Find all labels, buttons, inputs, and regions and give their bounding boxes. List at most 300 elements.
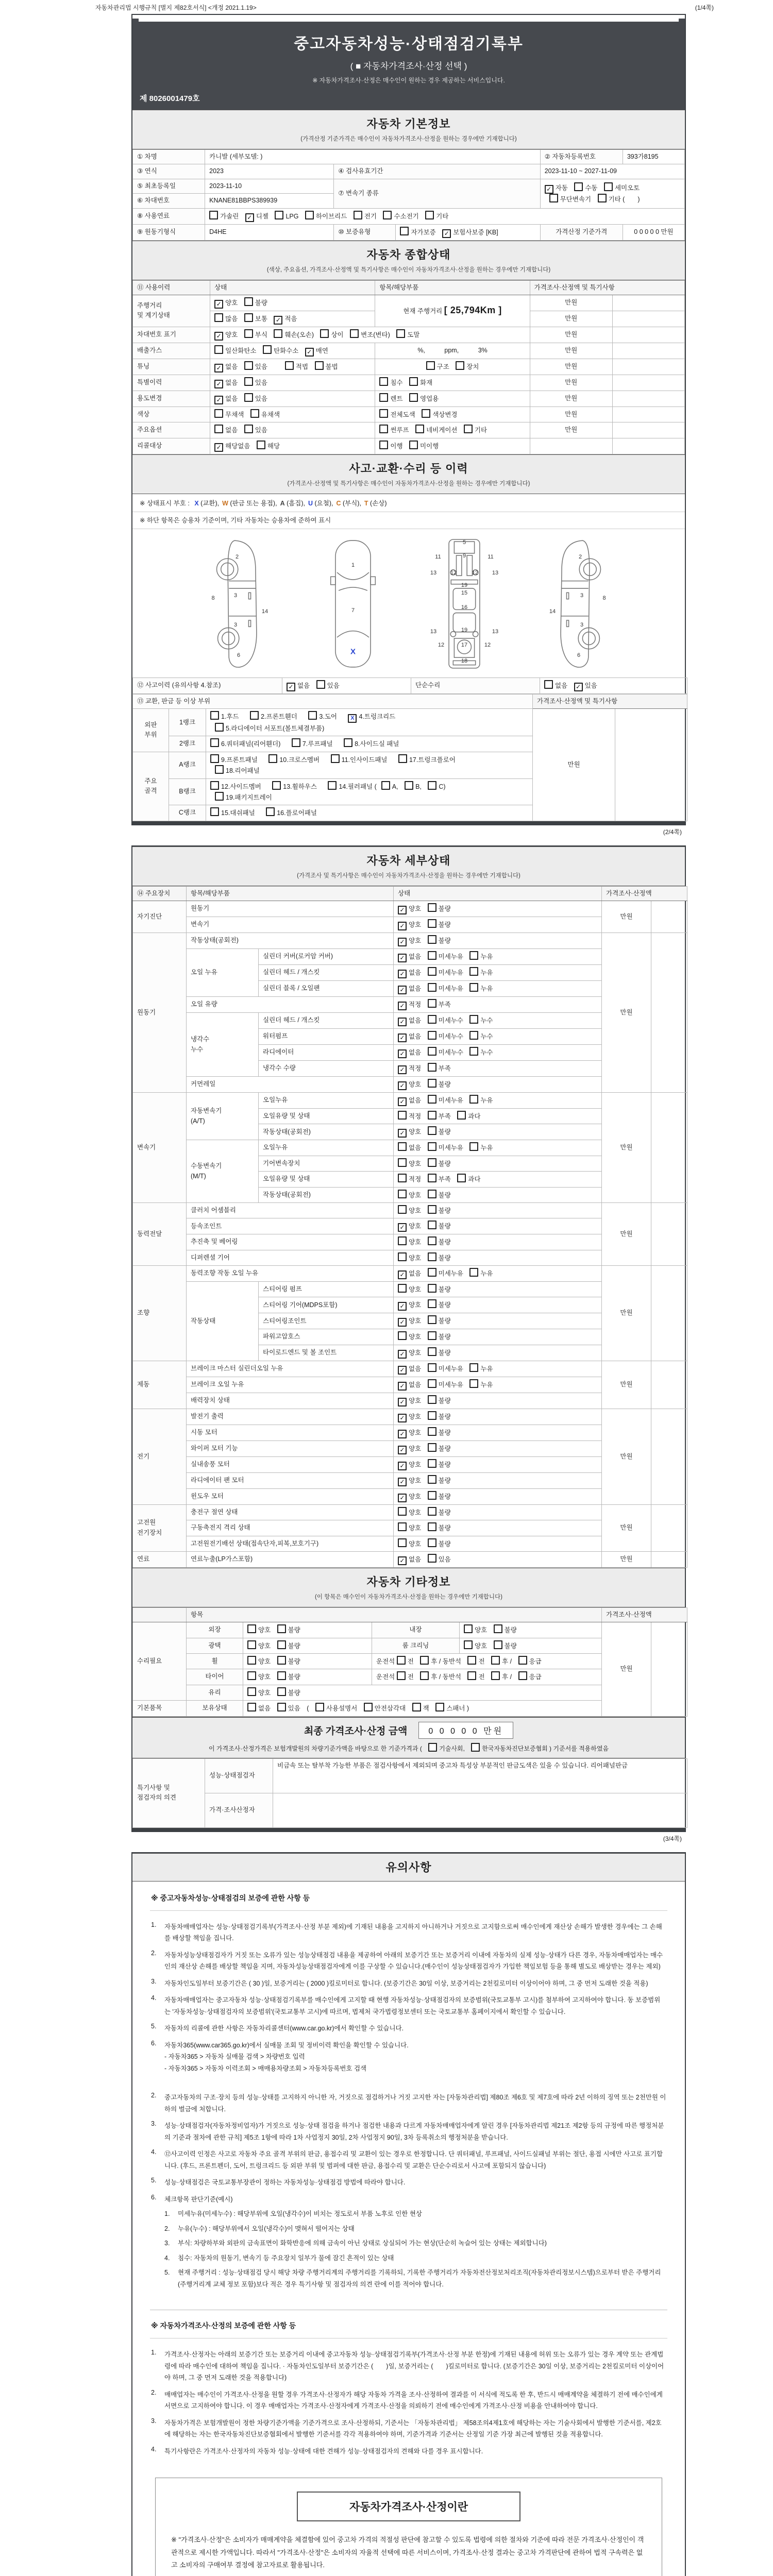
- detail-state-table: [132, 886, 687, 1568]
- checkbox-unchecked[interactable]: [381, 781, 390, 790]
- checkbox-unchecked[interactable]: [266, 807, 275, 816]
- checkbox-unchecked[interactable]: [428, 1221, 436, 1229]
- checkbox-checked[interactable]: ✓: [398, 938, 407, 946]
- table-cell: 양호 불량: [460, 1622, 602, 1638]
- checkbox-unchecked[interactable]: [398, 1538, 407, 1547]
- checkbox-unchecked[interactable]: [428, 1063, 436, 1072]
- checkbox-unchecked[interactable]: [428, 1475, 436, 1484]
- caution-item: [151, 2148, 666, 2172]
- table-cell: 커먼레일: [187, 1077, 394, 1093]
- checkbox-unchecked[interactable]: [250, 711, 259, 720]
- table-cell: ✓ 없음 미세누유 누유: [394, 1093, 602, 1109]
- item-number: 1.: [164, 2210, 170, 2217]
- checkbox-unchecked[interactable]: [274, 329, 282, 338]
- table-cell: 만원: [602, 1622, 651, 1716]
- row-label: 보유상태: [187, 1701, 243, 1716]
- table-cell: 브레이크 오일 누유: [187, 1377, 394, 1393]
- checkbox-unchecked[interactable]: [209, 211, 218, 219]
- checkbox-checked[interactable]: ✓: [398, 1302, 407, 1311]
- table-cell: 2023: [205, 164, 334, 179]
- checkbox-unchecked[interactable]: [464, 1624, 473, 1633]
- checkbox-unchecked[interactable]: [415, 425, 424, 433]
- table-cell: ✓ 적정 부족: [394, 1061, 602, 1077]
- table-cell: 만원: [530, 359, 612, 375]
- checkbox-unchecked[interactable]: [471, 1743, 480, 1752]
- checkbox-unchecked[interactable]: [409, 440, 418, 449]
- checkbox-unchecked[interactable]: [574, 182, 583, 191]
- checkbox-unchecked[interactable]: [428, 1443, 436, 1452]
- table-cell: 비금속 또는 탈부착 가능한 부품은 점검사항에서 제외되며 중고차 특성상 부분적인 판금도색은 있을 수 있습니다. 리어패널판금: [273, 1758, 687, 1793]
- checkbox-unchecked[interactable]: [428, 1538, 436, 1547]
- checkbox-checked[interactable]: ✓: [398, 1478, 407, 1486]
- checkbox-unchecked[interactable]: [263, 345, 272, 354]
- row-label: A랭크: [169, 752, 206, 778]
- checkbox-unchecked[interactable]: [247, 1671, 256, 1680]
- diagram-part-number: 3: [580, 621, 584, 628]
- table-cell: 만원: [530, 375, 612, 391]
- checkbox-unchecked[interactable]: [467, 1656, 476, 1665]
- checkbox-unchecked[interactable]: [428, 1459, 436, 1468]
- checkbox-x-marked[interactable]: X: [348, 714, 357, 723]
- checkbox-unchecked[interactable]: [428, 1015, 436, 1024]
- checkbox-unchecked[interactable]: [428, 1427, 436, 1436]
- checkbox-unchecked[interactable]: [214, 345, 223, 354]
- checkbox-checked[interactable]: ✓: [398, 1033, 407, 1042]
- checkbox-unchecked[interactable]: [426, 361, 435, 370]
- checkbox-checked[interactable]: ✓: [398, 922, 407, 930]
- checkbox-checked[interactable]: ✓: [398, 1065, 407, 1074]
- table-cell: 없음 있음: [210, 422, 375, 438]
- checkbox-unchecked[interactable]: [350, 329, 359, 338]
- checkbox-unchecked[interactable]: [422, 409, 430, 418]
- checkbox-unchecked[interactable]: [277, 1671, 286, 1680]
- checkbox-unchecked[interactable]: [247, 1703, 256, 1711]
- checkbox-unchecked[interactable]: [428, 1411, 436, 1420]
- table-cell: 없음 미세누유 누유: [394, 1140, 602, 1156]
- checkbox-unchecked[interactable]: [428, 983, 436, 992]
- table-cell: 양호 불량: [394, 1187, 602, 1202]
- checkbox-unchecked[interactable]: [469, 1379, 478, 1388]
- row-label: 광택: [187, 1638, 243, 1653]
- checkbox-unchecked[interactable]: [518, 1656, 527, 1665]
- checkbox-checked[interactable]: ✓: [398, 1129, 407, 1138]
- checkbox-unchecked[interactable]: [257, 440, 265, 449]
- checkbox-checked[interactable]: ✓: [214, 396, 223, 404]
- table-cell: ✓ 양호 불량: [394, 1218, 602, 1234]
- checkbox-unchecked[interactable]: [428, 1047, 436, 1056]
- checkbox-unchecked[interactable]: [331, 754, 340, 763]
- table-cell: 파워고압호스: [259, 1329, 394, 1345]
- checkbox-unchecked[interactable]: [491, 1671, 500, 1680]
- checkbox-unchecked[interactable]: [247, 1640, 256, 1649]
- checkbox-unchecked[interactable]: [428, 1190, 436, 1198]
- checkbox-unchecked[interactable]: [272, 781, 281, 790]
- checkbox-unchecked[interactable]: [398, 1284, 407, 1293]
- checkbox-unchecked[interactable]: [469, 1015, 478, 1024]
- checkbox-unchecked[interactable]: [320, 329, 329, 338]
- section-title: 자동차 세부상태: [366, 854, 451, 867]
- column-header: 항목/해당부품: [375, 280, 530, 295]
- checkbox-checked[interactable]: ✓: [398, 1049, 407, 1058]
- checkbox-unchecked[interactable]: [405, 781, 413, 790]
- checkbox-unchecked[interactable]: [428, 1299, 436, 1308]
- checkbox-unchecked[interactable]: [244, 329, 253, 338]
- checkbox-checked[interactable]: ✓: [398, 1382, 407, 1391]
- table-cell: [612, 343, 684, 359]
- checkbox-unchecked[interactable]: [428, 1743, 437, 1752]
- checkbox-checked[interactable]: ✓: [398, 1430, 407, 1438]
- checkbox-unchecked[interactable]: [598, 194, 607, 202]
- checkbox-checked[interactable]: ✓: [287, 683, 295, 691]
- diagram-part-number: 19: [461, 627, 468, 634]
- table-cell: 실린더 커버(로커암 커버): [259, 949, 394, 965]
- checkbox-unchecked[interactable]: [428, 1126, 436, 1135]
- state-code-U: U: [308, 499, 313, 507]
- legend-items: [191, 500, 386, 507]
- checkbox-checked[interactable]: ✓: [398, 1270, 407, 1279]
- checkbox-unchecked[interactable]: [244, 361, 253, 370]
- checkbox-unchecked[interactable]: [428, 1522, 436, 1531]
- checkbox-unchecked[interactable]: [491, 1656, 500, 1665]
- checkbox-unchecked[interactable]: [398, 1174, 407, 1182]
- checkbox-unchecked[interactable]: [425, 211, 434, 219]
- checkbox-unchecked[interactable]: [398, 1331, 407, 1340]
- checkbox-unchecked[interactable]: [428, 919, 436, 928]
- checkbox-unchecked[interactable]: [215, 792, 224, 801]
- checkbox-checked[interactable]: ✓: [398, 906, 407, 914]
- table-cell: [612, 422, 684, 438]
- checkbox-unchecked[interactable]: [549, 194, 558, 202]
- table-cell: [651, 933, 687, 1093]
- table-cell: 오일 누유: [187, 949, 259, 997]
- row-label: 원동기: [133, 933, 187, 1093]
- checkbox-checked[interactable]: ✓: [245, 213, 254, 222]
- checkbox-unchecked[interactable]: [210, 781, 219, 790]
- row-label: ⑩ 보증유형: [334, 224, 396, 240]
- checkbox-unchecked[interactable]: [277, 1703, 286, 1711]
- table-cell: 만원: [602, 1551, 651, 1567]
- table-cell: 기어변속장치: [259, 1156, 394, 1171]
- table-cell: ✓ 없음 미세누수 누수: [394, 1029, 602, 1045]
- item-text: 부식: 차량하부와 외판의 금속표면이 화학반응에 의해 금속이 아닌 상태로 상실되어 가는 현상(단순히 녹슬어 있는 상태는 제외합니다): [178, 2240, 547, 2247]
- diagram-part-number: 12: [438, 641, 445, 648]
- checkbox-unchecked[interactable]: [457, 1174, 466, 1182]
- checkbox-unchecked[interactable]: [428, 1507, 436, 1516]
- state-code-desc: (교환),: [198, 499, 220, 507]
- checkbox-unchecked[interactable]: [428, 903, 436, 912]
- checkbox-unchecked[interactable]: [379, 393, 388, 402]
- checkbox-unchecked[interactable]: [457, 1111, 466, 1120]
- checkbox-unchecked[interactable]: [215, 765, 224, 774]
- checkbox-unchecked[interactable]: [469, 951, 478, 960]
- checkbox-checked[interactable]: ✓: [398, 986, 407, 994]
- checkbox-unchecked[interactable]: [428, 1111, 436, 1120]
- table-cell: [612, 295, 684, 311]
- checkbox-unchecked[interactable]: [428, 1174, 436, 1182]
- checkbox-checked[interactable]: ✓: [398, 1494, 407, 1502]
- checkbox-unchecked[interactable]: [604, 182, 613, 191]
- car-diagram-side-right: [537, 537, 614, 670]
- checkbox-unchecked[interactable]: [428, 1284, 436, 1293]
- checkbox-checked[interactable]: ✓: [214, 380, 223, 388]
- checkbox-unchecked[interactable]: [398, 1252, 407, 1261]
- table-cell: 만원: [602, 1202, 651, 1265]
- checkbox-unchecked[interactable]: [215, 723, 224, 732]
- checkbox-unchecked[interactable]: [428, 935, 436, 944]
- table-cell: [273, 1793, 687, 1827]
- checkbox-unchecked[interactable]: [379, 377, 388, 386]
- checkbox-unchecked[interactable]: [469, 983, 478, 992]
- checkbox-unchecked[interactable]: [428, 1315, 436, 1324]
- checkbox-unchecked[interactable]: [469, 1047, 478, 1056]
- checkbox-checked[interactable]: ✓: [398, 1398, 407, 1406]
- checkbox-checked[interactable]: ✓: [398, 1018, 407, 1026]
- checkbox-unchecked[interactable]: [398, 1190, 407, 1198]
- table-cell: 카니발 (세부모델: ): [205, 150, 541, 164]
- checkbox-unchecked[interactable]: [428, 781, 436, 790]
- checkbox-unchecked[interactable]: [354, 211, 362, 219]
- table-cell: 냉각수 누수: [187, 1013, 259, 1077]
- checkbox-unchecked[interactable]: [456, 361, 464, 370]
- checkbox-unchecked[interactable]: [428, 1236, 436, 1245]
- checkbox-checked[interactable]: ✓: [398, 954, 407, 962]
- checkbox-unchecked[interactable]: [398, 1111, 407, 1120]
- checkbox-unchecked[interactable]: [469, 967, 478, 976]
- table-cell: ✓ 양호 불량: [394, 933, 602, 949]
- caution-item: [151, 1921, 666, 1944]
- checkbox-unchecked[interactable]: [397, 1656, 406, 1665]
- diagram-part-number: 15: [461, 589, 468, 596]
- checkbox-unchecked[interactable]: [315, 361, 324, 370]
- checkbox-unchecked[interactable]: [244, 297, 253, 306]
- checkbox-unchecked[interactable]: [428, 1331, 436, 1340]
- table-cell: 양호 불량: [243, 1622, 372, 1638]
- checkbox-unchecked[interactable]: [544, 680, 553, 689]
- checkbox-unchecked[interactable]: [398, 1236, 407, 1245]
- checkbox-checked[interactable]: ✓: [214, 364, 223, 372]
- checkbox-unchecked[interactable]: [210, 807, 219, 816]
- diagram-part-number: 13: [492, 570, 499, 577]
- row-label: 튜닝: [133, 359, 210, 375]
- checkbox-unchecked[interactable]: [398, 1522, 407, 1531]
- checkbox-unchecked[interactable]: [412, 1703, 421, 1711]
- column-header: 상태: [210, 280, 375, 295]
- checkbox-unchecked[interactable]: [383, 211, 392, 219]
- row-label: 주요 골격: [133, 752, 169, 821]
- table-cell: 오일유량 및 상태: [259, 1172, 394, 1187]
- checkbox-unchecked[interactable]: [308, 711, 317, 720]
- checkbox-unchecked[interactable]: [396, 329, 405, 338]
- checkbox-unchecked[interactable]: [435, 1703, 444, 1711]
- checkbox-checked[interactable]: ✓: [398, 1446, 407, 1454]
- checkbox-unchecked[interactable]: [250, 409, 259, 418]
- table-cell: ✓ 없음 있음: [210, 375, 375, 391]
- checkbox-unchecked[interactable]: [428, 1268, 436, 1277]
- checkbox-unchecked[interactable]: [397, 1671, 406, 1680]
- checkbox-unchecked[interactable]: [420, 1671, 429, 1680]
- checkbox-unchecked[interactable]: [277, 1687, 286, 1696]
- checkbox-unchecked[interactable]: [428, 1395, 436, 1404]
- page-marker-2: (2/4쪽): [663, 828, 682, 836]
- checkbox-unchecked[interactable]: [428, 999, 436, 1008]
- item-number: 3.: [151, 2417, 157, 2425]
- checkbox-unchecked[interactable]: [428, 1491, 436, 1500]
- checkbox-unchecked[interactable]: [464, 425, 473, 433]
- checkbox-unchecked[interactable]: [305, 211, 314, 219]
- checkbox-unchecked[interactable]: [244, 393, 253, 402]
- checkbox-unchecked[interactable]: [244, 377, 253, 386]
- checkbox-unchecked[interactable]: [210, 754, 219, 763]
- state-code-W: W: [222, 499, 228, 507]
- checkbox-unchecked[interactable]: [275, 211, 283, 219]
- section-basic-header: [132, 110, 685, 149]
- row-label: 특기사항 및 점검자의 의견: [133, 1758, 205, 1827]
- checkbox-unchecked[interactable]: [379, 425, 388, 433]
- checkbox-unchecked[interactable]: [428, 1095, 436, 1104]
- checkbox-unchecked[interactable]: [469, 1095, 478, 1104]
- checkbox-unchecked[interactable]: [344, 738, 352, 747]
- table-cell: 2023-11-10 ~ 2027-11-09: [540, 164, 684, 179]
- checkbox-checked[interactable]: ✓: [398, 1002, 407, 1010]
- checkbox-unchecked[interactable]: [247, 1656, 256, 1665]
- checkbox-checked[interactable]: ✓: [545, 185, 553, 194]
- checkbox-unchecked[interactable]: [464, 1640, 473, 1649]
- table-cell: ✓ 없음 미세누유 누유: [394, 949, 602, 965]
- checkbox-unchecked[interactable]: [469, 1031, 478, 1040]
- checkbox-unchecked[interactable]: [398, 1142, 407, 1151]
- diagram-part-number: 19: [461, 582, 468, 588]
- checkbox-unchecked[interactable]: [398, 1205, 407, 1214]
- checkbox-checked[interactable]: ✓: [398, 1097, 407, 1106]
- table-cell: 양호 불량: [243, 1669, 372, 1685]
- checkbox-checked[interactable]: ✓: [398, 1223, 407, 1232]
- row-label: 자기진단: [133, 901, 187, 933]
- checkbox-unchecked[interactable]: [428, 1158, 436, 1167]
- checkbox-checked[interactable]: ✓: [214, 300, 223, 309]
- checkbox-checked[interactable]: ✓: [574, 683, 583, 691]
- checkbox-unchecked[interactable]: [428, 967, 436, 976]
- checkbox-unchecked[interactable]: [277, 1640, 286, 1649]
- table-cell: 양호 불량: [243, 1638, 372, 1653]
- checkbox-unchecked[interactable]: [428, 1379, 436, 1388]
- checkbox-checked[interactable]: ✓: [398, 1318, 407, 1327]
- checkbox-unchecked[interactable]: [244, 313, 253, 322]
- table-cell: ✓ 없음 있음: [282, 677, 411, 693]
- row-label: ⑨ 원동기형식: [133, 224, 205, 240]
- table-cell: ✓ 양호 불량: [394, 1456, 602, 1472]
- row-label: 색상: [133, 406, 210, 422]
- checkbox-unchecked[interactable]: [244, 425, 253, 433]
- checkbox-unchecked[interactable]: [210, 711, 219, 720]
- row-label: ⑥ 차대번호: [133, 194, 205, 208]
- checkbox-checked[interactable]: ✓: [398, 1556, 407, 1565]
- checkbox-unchecked[interactable]: [285, 361, 294, 370]
- checkbox-unchecked[interactable]: [428, 1363, 436, 1372]
- row-label: 주행거리 및 계기상태: [133, 295, 210, 327]
- checkbox-checked[interactable]: ✓: [398, 1350, 407, 1359]
- checkbox-unchecked[interactable]: [494, 1624, 502, 1633]
- checkbox-unchecked[interactable]: [214, 409, 223, 418]
- checkbox-unchecked[interactable]: [469, 1268, 478, 1277]
- checkbox-unchecked[interactable]: [315, 1703, 324, 1711]
- checkbox-unchecked[interactable]: [428, 1031, 436, 1040]
- checkbox-unchecked[interactable]: [400, 227, 409, 235]
- checkbox-unchecked[interactable]: [494, 1640, 502, 1649]
- checkbox-checked[interactable]: ✓: [305, 348, 314, 357]
- checkbox-checked[interactable]: ✓: [398, 1081, 407, 1090]
- checkbox-unchecked[interactable]: [292, 738, 300, 747]
- form-rule-reference: 자동차관리법 시행규칙 [별지 제82호서식] <개정 2021.1.19>: [95, 4, 257, 11]
- table-cell: 만원: [602, 1093, 651, 1203]
- checkbox-unchecked[interactable]: [518, 1671, 527, 1680]
- checkbox-checked[interactable]: ✓: [398, 1366, 407, 1375]
- item-number: 2.: [164, 2225, 170, 2232]
- basic-info-table: [132, 149, 685, 241]
- checkbox-unchecked[interactable]: [328, 781, 337, 790]
- checkbox-unchecked[interactable]: [247, 1687, 256, 1696]
- checkbox-unchecked[interactable]: [428, 1079, 436, 1088]
- checkbox-unchecked[interactable]: [428, 1252, 436, 1261]
- checkbox-unchecked[interactable]: [398, 754, 407, 763]
- checkbox-unchecked[interactable]: [214, 425, 223, 433]
- diagram-part-number: 14: [261, 608, 268, 615]
- checkbox-unchecked[interactable]: [428, 1205, 436, 1214]
- caution-subsection-a: ※ 중고자동차성능·상태점검의 보증에 관한 사항 등: [150, 1885, 667, 1911]
- checkbox-unchecked[interactable]: [428, 951, 436, 960]
- checkbox-unchecked[interactable]: [467, 1671, 476, 1680]
- item-number: 5.: [151, 2023, 157, 2030]
- checkbox-checked[interactable]: ✓: [274, 316, 282, 325]
- checkbox-unchecked[interactable]: [409, 393, 418, 402]
- checkbox-unchecked[interactable]: [277, 1656, 286, 1665]
- table-cell: ✓ 양호 불량: [394, 917, 602, 933]
- checkbox-checked[interactable]: ✓: [398, 1414, 407, 1422]
- checkbox-checked[interactable]: ✓: [398, 1462, 407, 1470]
- checkbox-unchecked[interactable]: [364, 1703, 373, 1711]
- checkbox-unchecked[interactable]: [268, 754, 277, 763]
- checkbox-unchecked[interactable]: [428, 1142, 436, 1151]
- checkbox-unchecked[interactable]: [469, 1142, 478, 1151]
- checkbox-unchecked[interactable]: [420, 1656, 429, 1665]
- checkbox-unchecked[interactable]: [214, 313, 223, 322]
- checkbox-unchecked[interactable]: [379, 440, 388, 449]
- item-number: 2.: [151, 2388, 157, 2396]
- checkbox-unchecked[interactable]: [409, 377, 418, 386]
- checkbox-unchecked[interactable]: [316, 680, 325, 689]
- checkbox-unchecked[interactable]: [277, 1624, 286, 1633]
- table-cell: 실린더 헤드 / 개스킷: [259, 965, 394, 981]
- checkbox-unchecked[interactable]: [428, 1554, 436, 1563]
- checkbox-checked[interactable]: ✓: [214, 332, 223, 341]
- checkbox-unchecked[interactable]: [398, 1507, 407, 1516]
- checkbox-checked[interactable]: ✓: [398, 970, 407, 978]
- row-label: 타이어: [187, 1669, 243, 1685]
- checkbox-unchecked[interactable]: [398, 1158, 407, 1167]
- row-label: 차대번호 표기: [133, 327, 210, 343]
- caution-item: [151, 2177, 666, 2189]
- checkbox-unchecked[interactable]: [210, 738, 219, 747]
- table-cell: 만원: [530, 295, 612, 311]
- caution-subsection-b: ※ 자동차가격조사·산정의 보증에 관한 사항 등: [150, 2312, 667, 2338]
- checkbox-unchecked[interactable]: [379, 409, 388, 418]
- checkbox-unchecked[interactable]: [247, 1624, 256, 1633]
- item-number: 1.: [151, 2349, 157, 2356]
- checkbox-checked[interactable]: ✓: [442, 229, 451, 238]
- checkbox-unchecked[interactable]: [428, 1347, 436, 1356]
- car-damage-diagram: [132, 529, 685, 677]
- checkbox-checked[interactable]: ✓: [214, 443, 223, 452]
- checkbox-unchecked[interactable]: [469, 1363, 478, 1372]
